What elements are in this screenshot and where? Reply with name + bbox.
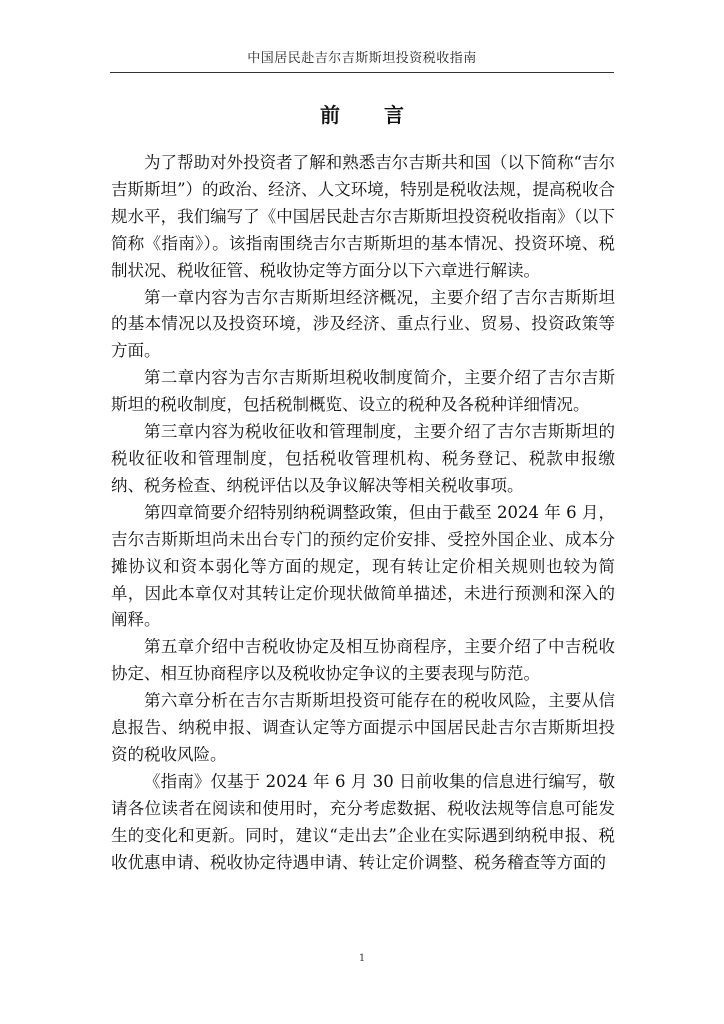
paragraph-chapter-5: 第五章介绍中吉税收协定及相互协商程序，主要介绍了中吉税收协定、相互协商程序以及税收协定争议的主要表现与防范。	[111, 637, 615, 684]
paragraph-chapter-2: 第二章内容为吉尔吉斯斯坦税收制度简介，主要介绍了吉尔吉斯斯坦的税收制度，包括税制概览、设立的税种及各税种详细情况。	[111, 368, 615, 415]
paragraph-disclaimer: 《指南》仅基于 2024 年 6 月 30 日前收集的信息进行编写，敬请各位读者在阅读和使用时，充分考虑数据、税收法规等信息可能发生的变化和更新。同时，建议“走出去”企业在实际遇到纳税申报、税收优惠申请、税收协定待遇申请、转让定价调整、税务稽查等方面的	[111, 771, 615, 872]
header-rule	[110, 72, 614, 73]
paragraph-chapter-4: 第四章简要介绍特别纳税调整政策，但由于截至 2024 年 6 月，吉尔吉斯斯坦尚未出台专门的预约定价安排、受控外国企业、成本分摊协议和资本弱化等方面的规定，现有转让定价相关规则也较为简单，因此本章仅对其转让定价现状做简单描述，未进行预测和深入的阐释。	[111, 502, 615, 630]
paragraph-chapter-6: 第六章分析在吉尔吉斯斯坦投资可能存在的税收风险，主要从信息报告、纳税申报、调查认定等方面提示中国居民赴吉尔吉斯斯坦投资的税收风险。	[111, 691, 615, 764]
page-title: 前言	[320, 103, 448, 127]
page-number: 1	[358, 953, 366, 964]
body-text	[111, 150, 615, 876]
running-header: 中国居民赴吉尔吉斯斯坦投资税收指南	[247, 51, 477, 66]
paragraph-chapter-3: 第三章内容为税收征收和管理制度，主要介绍了吉尔吉斯斯坦的税收征收和管理制度，包括税收管理机构、税务登记、税款申报缴纳、税务检查、纳税评估以及争议解决等相关税收事项。	[111, 422, 615, 495]
paragraph-chapter-1: 第一章内容为吉尔吉斯斯坦经济概况，主要介绍了吉尔吉斯斯坦的基本情况以及投资环境，涉及经济、重点行业、贸易、投资政策等方面。	[111, 287, 615, 361]
paragraph-intro: 为了帮助对外投资者了解和熟悉吉尔吉斯共和国（以下简称“吉尔吉斯斯坦”）的政治、经济、人文环境，特别是税收法规，提高税收合规水平，我们编写了《中国居民赴吉尔吉斯斯坦投资税收指南》（以下简称《指南》）。该指南围绕吉尔吉斯斯坦的基本情况、投资环境、税制状况、税收征管、税收协定等方面分以下六章进行解读。	[111, 153, 615, 280]
